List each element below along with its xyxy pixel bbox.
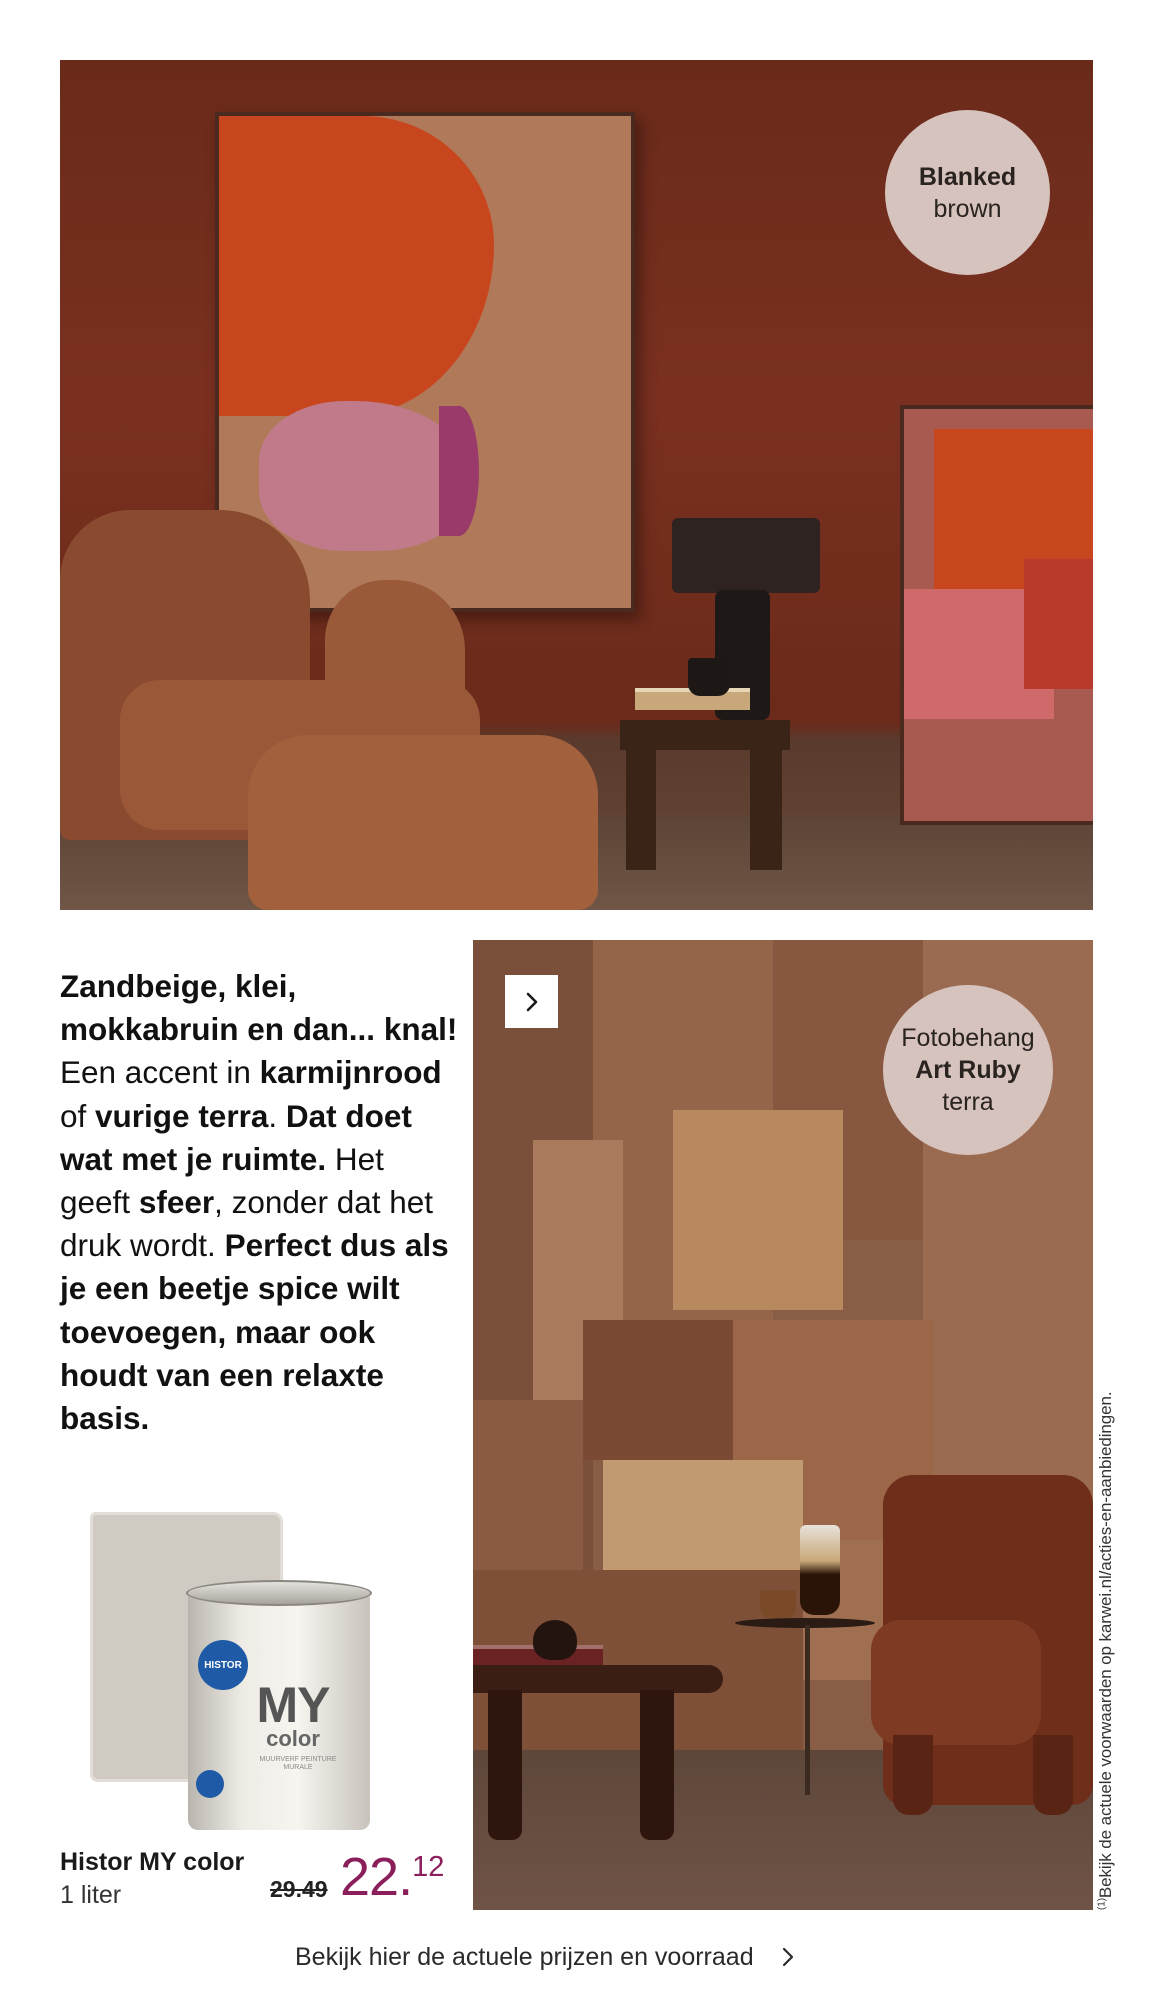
can-label-my: MY <box>256 1677 330 1733</box>
intro-segment: , zonder dat het druk wordt. <box>60 1184 434 1264</box>
paint-can <box>188 1588 370 1830</box>
badge-subtitle: terra <box>942 1088 994 1116</box>
cup <box>760 1590 796 1618</box>
vase <box>533 1620 577 1660</box>
intro-segment: Een accent in <box>60 1054 260 1091</box>
disclaimer-text: Bekijk de actuele voorwaarden op karwei.nl/acties-en-aanbiedingen. <box>1096 1391 1115 1899</box>
armchair-leg <box>1033 1735 1073 1815</box>
chevron-right-icon <box>521 991 543 1013</box>
disclaimer-vertical <box>1096 1330 1118 1910</box>
chevron-right-icon <box>780 1946 796 1968</box>
side-table-leg <box>750 750 782 870</box>
price-decimals: 12 <box>412 1851 445 1883</box>
ottoman <box>248 735 598 910</box>
side-table <box>620 720 790 750</box>
coffee-table <box>473 1665 723 1693</box>
wallpaper-block <box>583 1320 733 1460</box>
new-price <box>340 1847 445 1907</box>
can-label-color: color <box>266 1726 320 1751</box>
armchair-leg <box>893 1735 933 1815</box>
intro-segment: Dat doet wat met je ruimte. <box>60 1097 412 1177</box>
can-logo-dot <box>196 1770 224 1798</box>
prices-stock-link[interactable] <box>295 1940 796 1974</box>
intro-segment: Zandbeige, klei, mokkabruin en dan... knal! <box>60 968 458 1048</box>
lamp-shade <box>672 518 820 593</box>
wallpaper-block <box>673 1110 843 1310</box>
intro-segment: of <box>60 1097 96 1134</box>
color-badge-blanked-brown <box>885 110 1050 275</box>
old-price: 29.49 <box>270 1876 328 1902</box>
badge-title: Art Ruby <box>915 1056 1021 1084</box>
coffee-carafe <box>800 1525 840 1615</box>
intro-segment: sfeer <box>138 1184 215 1221</box>
painting-orange-shape <box>219 116 494 416</box>
abstract-painting-right <box>900 405 1093 825</box>
footnote-mark: (1) <box>1096 1898 1108 1910</box>
intro-segment: Perfect dus als je een beetje spice wilt toevoegen, maar ook houdt van een relaxte basis. <box>60 1227 449 1437</box>
intro-paragraph <box>60 965 460 1440</box>
next-slide-button[interactable] <box>505 975 558 1028</box>
mug <box>688 658 730 696</box>
color-badge-art-ruby <box>883 985 1053 1155</box>
round-side-table-leg <box>805 1625 810 1795</box>
coffee-table-leg <box>640 1690 674 1840</box>
painting-right-block <box>1024 559 1093 689</box>
intro-segment: . <box>268 1097 286 1134</box>
prices-stock-link-label: Bekijk hier de actuele prijzen en voorraad <box>295 1942 754 1971</box>
side-table-leg <box>626 750 656 870</box>
price-integer: 22. <box>340 1847 413 1907</box>
can-label-small: MUURVERF PEINTURE MURALE <box>259 1756 337 1772</box>
painting-purple-shape <box>439 406 479 536</box>
wallpaper-block <box>473 1400 583 1570</box>
armchair-seat <box>871 1620 1041 1745</box>
coffee-table-leg <box>488 1690 522 1840</box>
badge-title: Blanked <box>918 162 1017 191</box>
intro-segment: Het geeft <box>60 1140 384 1221</box>
boucle-armchair <box>883 1475 1093 1805</box>
badge-subtitle: brown <box>933 194 1002 223</box>
intro-segment: vurige terra <box>95 1097 269 1134</box>
product-name: Histor MY color <box>60 1848 245 1876</box>
histor-logo: HISTOR <box>198 1640 248 1690</box>
badge-top: Fotobehang <box>901 1024 1035 1052</box>
intro-segment: karmijnrood <box>259 1054 442 1091</box>
product-size: 1 liter <box>60 1881 122 1909</box>
paint-can-lid <box>186 1580 372 1606</box>
